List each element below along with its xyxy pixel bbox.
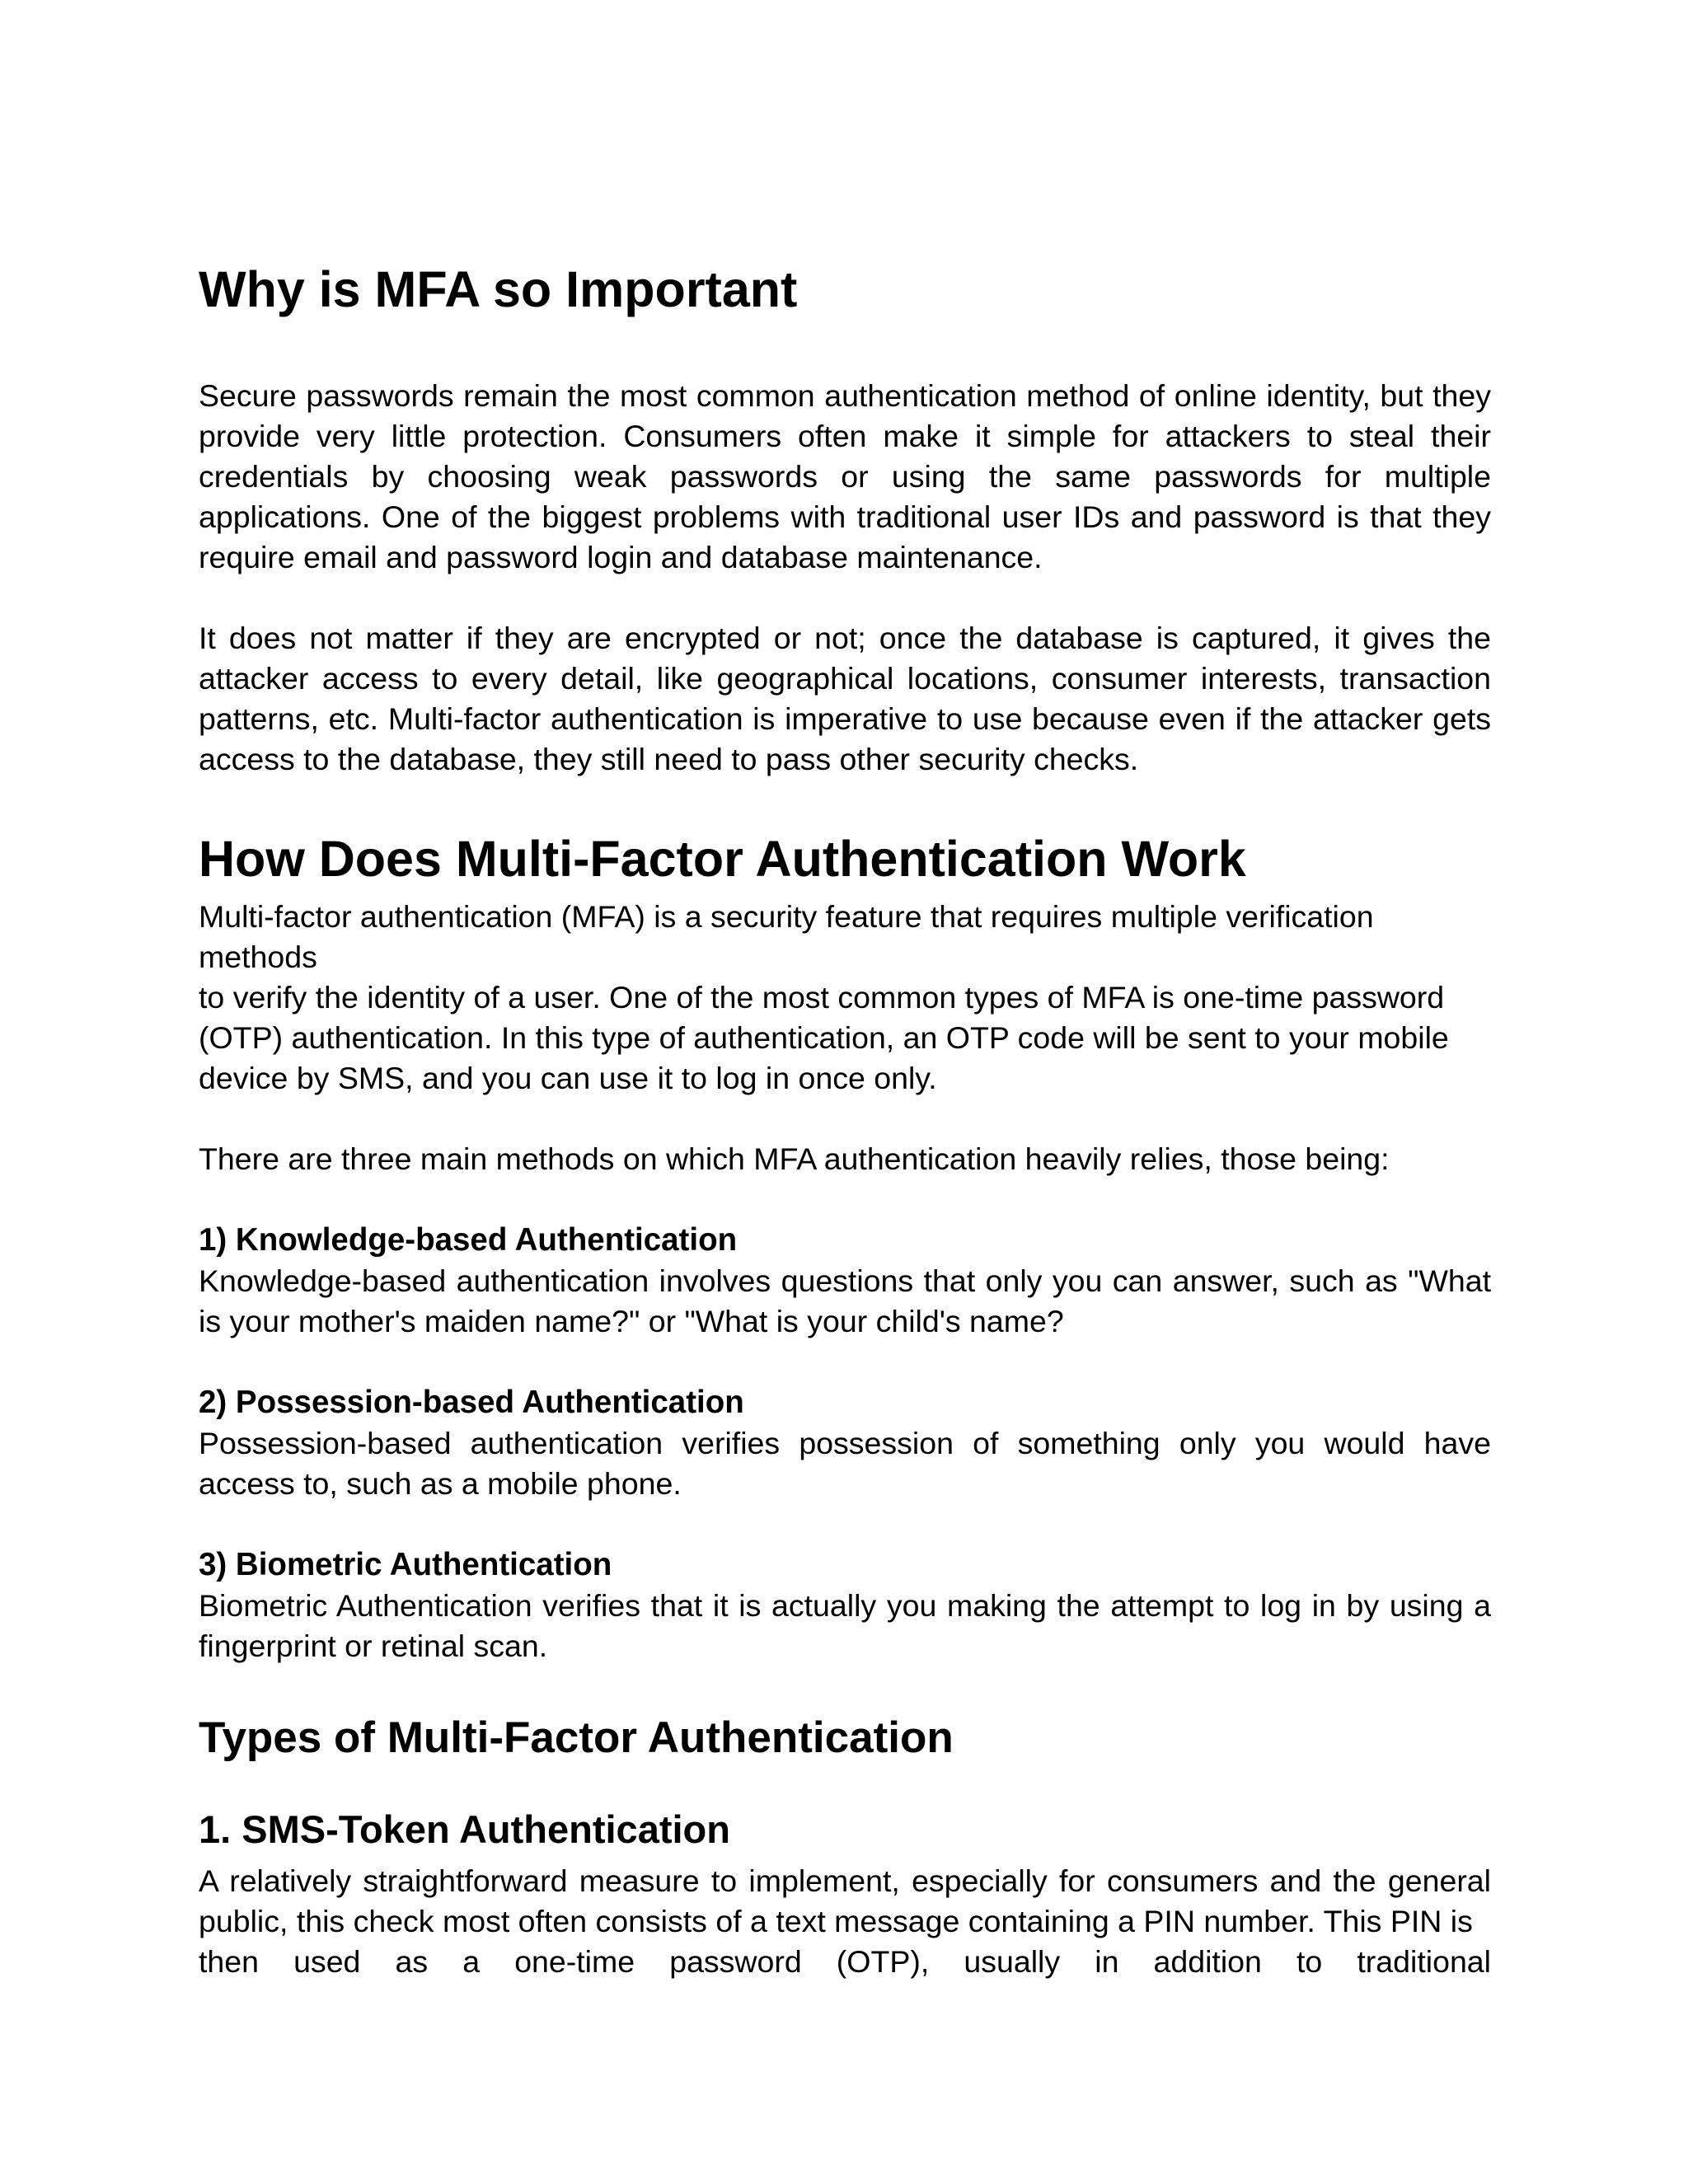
paragraph-secure-passwords: Secure passwords remain the most common authentication method of online identity, but they provide very little protection. Consumers often make it simple for attackers to steal their credentials by choosing weak passwords or using the same passwords for multiple applications. One of the biggest problems with traditional user IDs and password is that they require email and password login and database maintenance. [199,378,1491,574]
method-possession [199,1382,1491,1504]
method-description: Biometric Authentication verifies that it is actually you making the attempt to log in by using a fingerprint or retinal scan. [199,1588,1491,1663]
subheading-sms-token: 1. SMS-Token Authentication [199,1807,730,1851]
method-description: Knowledge-based authentication involves questions that only you can answer, such as "What is your mother's maiden name?" or "What is your child's name? [199,1263,1491,1338]
method-title: 2) Possession-based Authentication [199,1385,744,1420]
paragraph-sms-token-last-line: then used as a one-time password (OTP), usually in addition to traditional [199,1944,1491,1979]
paragraph-three-methods: There are three main methods on which MFA authentication heavily relies, those being: [199,1141,1390,1176]
paragraph-line: (OTP) authentication. In this type of authentication, an OTP code will be sent to your mobile [199,1020,1449,1055]
paragraph-database-captured: It does not matter if they are encrypted or not; once the database is captured, it gives the attacker access to every detail, like geographical locations, consumer interests, transaction patterns, etc. Multi-factor authentication is imperative to use because even if the attacker gets access to the database, they still need to pass other security checks. [199,621,1491,776]
method-title: 3) Biometric Authentication [199,1547,612,1582]
heading-why-mfa-important: Why is MFA so Important [199,261,798,317]
paragraph-sms-token: A relatively straightforward measure to implement, especially for consumers and the general public, this check most often consists of a text message containing a PIN number. This PIN is [199,1863,1491,1938]
method-knowledge [199,1220,1491,1342]
method-description: Possession-based authentication verifies possession of something only you would have access to, such as a mobile phone. [199,1426,1491,1501]
document-content [199,260,1491,1982]
paragraph-line: to verify the identity of a user. One of the most common types of MFA is one-time password [199,980,1445,1015]
heading-how-mfa-works: How Does Multi-Factor Authentication Work [199,831,1246,887]
heading-types-of-mfa: Types of Multi-Factor Authentication [199,1713,954,1762]
method-biometric [199,1544,1491,1666]
method-title: 1) Knowledge-based Authentication [199,1222,738,1258]
paragraph-line: Multi-factor authentication (MFA) is a security feature that requires multiple verification methods [199,899,1374,974]
paragraph-line: device by SMS, and you can use it to log in once only. [199,1061,937,1095]
paragraph-mfa-definition [199,897,1491,1099]
